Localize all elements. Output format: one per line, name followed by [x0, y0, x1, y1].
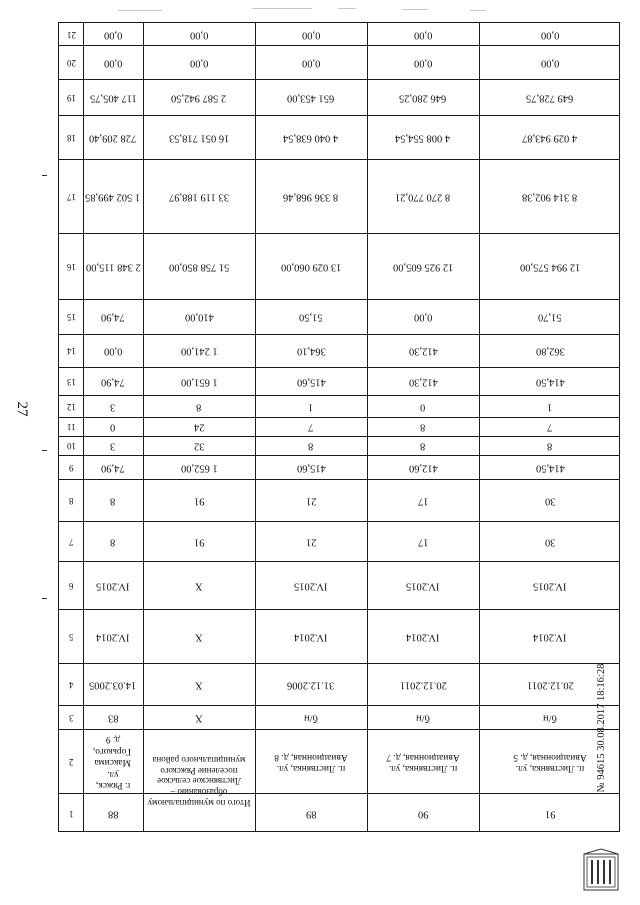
column-number	[59, 521, 83, 561]
table-cell	[367, 609, 479, 663]
column-number-text: 2	[68, 756, 74, 767]
table-cell-text: 13 029 060,00	[280, 261, 342, 273]
scan-artifact	[402, 9, 428, 10]
table-cell-text: IV.2014	[406, 631, 440, 643]
table-cell	[143, 395, 255, 417]
table-cell	[83, 45, 143, 79]
table-cell-text: 0,00	[301, 57, 321, 69]
table-cell	[255, 45, 367, 79]
table-cell-text: 0	[110, 421, 116, 433]
table-cell-text: 3	[110, 440, 116, 452]
table-cell	[143, 233, 255, 299]
table-cell	[255, 663, 367, 705]
column-number	[59, 45, 83, 79]
table-cell	[479, 417, 621, 436]
table-cell-text: 0,00	[103, 29, 123, 41]
column-number-text: 6	[68, 580, 74, 591]
table-cell-text: 728 209,40	[89, 132, 137, 144]
column-number	[59, 115, 83, 159]
column-number-text: 12	[66, 401, 76, 412]
table-cell-text: 1 651,00	[180, 376, 218, 388]
table-cell-text: 1 241,00	[180, 345, 218, 357]
total-label	[143, 729, 255, 833]
table-cell-text: 0,00	[189, 57, 209, 69]
address-cell-text: п. Листвянка, ул. Авиационная, д. 5	[513, 751, 587, 773]
row-id-text: 88	[107, 808, 119, 820]
registration-stamp	[582, 640, 620, 840]
column-number-text: 1	[68, 808, 74, 819]
pen-mark	[42, 175, 47, 176]
pen-mark	[42, 450, 47, 451]
table-cell	[255, 367, 367, 395]
table-cell	[83, 417, 143, 436]
table-cell-text: X	[195, 580, 203, 592]
table-cell-text: 74,90	[101, 311, 125, 323]
table-cell	[255, 561, 367, 609]
table-cell-text: 4 040 638,54	[283, 132, 339, 144]
table-cell-text: 7	[547, 421, 553, 433]
column-number	[59, 479, 83, 521]
table-cell-text: 8	[196, 401, 202, 413]
emblem-stamp-icon	[582, 848, 620, 894]
column-number-text: 11	[66, 422, 76, 432]
table-cell	[83, 367, 143, 395]
table-cell-text: 12 994 575,00	[519, 261, 581, 273]
table-cell-text: 651 453,00	[287, 92, 335, 104]
table-cell	[143, 479, 255, 521]
address-cell-text: г. Ряжск, ул. Максима Горького, д. 9	[92, 733, 131, 790]
table-cell	[143, 521, 255, 561]
table-cell	[479, 115, 621, 159]
table-cell	[479, 334, 621, 367]
table-cell-text: 8	[308, 440, 314, 452]
table-cell-text: 414,50	[535, 376, 565, 388]
table-cell-text: 20.12.2011	[399, 679, 447, 691]
table-cell-text: 4 029 943,87	[522, 132, 578, 144]
table-cell-text: 364,10	[296, 345, 326, 357]
table-cell	[479, 159, 621, 233]
table-cell	[367, 367, 479, 395]
table-cell-text: 20.12.2011	[526, 679, 574, 691]
table-cell	[255, 455, 367, 479]
table-cell-text: 0,00	[103, 57, 123, 69]
table-cell-text: 8	[547, 440, 553, 452]
row-id-text: 91	[544, 808, 556, 820]
table-cell	[83, 299, 143, 334]
table-cell-text: 91	[193, 536, 205, 548]
column-number	[59, 23, 83, 45]
table-cell-text: IV.2014	[96, 631, 130, 643]
table-cell	[479, 367, 621, 395]
table-cell-text: 412,60	[408, 462, 438, 474]
table-cell-text: 414,50	[535, 462, 565, 474]
table-cell-text: 1	[308, 401, 314, 413]
table-cell	[367, 455, 479, 479]
table-cell-text: 410,00	[184, 311, 214, 323]
table-cell-text: 0,00	[189, 29, 209, 41]
scan-artifact	[252, 8, 312, 9]
table-cell	[143, 115, 255, 159]
table-cell-text: 51,50	[299, 311, 323, 323]
column-number	[59, 159, 83, 233]
table-cell-text: 4 008 554,54	[395, 132, 451, 144]
table-cell	[367, 561, 479, 609]
column-number	[59, 417, 83, 436]
table-cell-text: X	[195, 712, 203, 724]
column-number	[59, 729, 83, 793]
table-cell	[479, 45, 621, 79]
table-cell	[479, 233, 621, 299]
table-cell-text: 0,00	[301, 29, 321, 41]
table-cell	[143, 367, 255, 395]
table-cell	[255, 159, 367, 233]
table-cell-text: IV.2015	[533, 580, 567, 592]
table-cell	[255, 436, 367, 455]
column-number	[59, 367, 83, 395]
column-number-text: 20	[66, 57, 76, 68]
table-cell	[367, 521, 479, 561]
table-cell-text: 412,30	[408, 376, 438, 388]
table-cell-text: 8	[110, 495, 116, 507]
table-cell-text: 0	[420, 401, 426, 413]
table-cell-text: 2 348 115,00	[85, 261, 141, 273]
table-cell	[83, 395, 143, 417]
table-cell-text: 0,00	[413, 29, 433, 41]
column-number-text: 15	[66, 312, 76, 322]
table-cell-text: IV.2014	[294, 631, 328, 643]
table-cell-text: 8 336 968,46	[283, 191, 339, 203]
table-cell-text: X	[195, 679, 203, 691]
table-cell-text: IV.2015	[406, 580, 440, 592]
table-cell-text: 74,90	[101, 376, 125, 388]
column-number-text: 13	[66, 376, 76, 387]
table-cell	[367, 705, 479, 729]
table-cell	[255, 609, 367, 663]
table-cell	[83, 479, 143, 521]
table-cell	[83, 79, 143, 115]
table-cell-text: 3	[110, 401, 116, 413]
table-cell-text: 0,00	[540, 57, 560, 69]
table-cell-text: 51 758 850,00	[168, 261, 230, 273]
table-cell-text: IV.2014	[533, 631, 567, 643]
table-cell	[367, 23, 479, 45]
column-number-text: 7	[68, 536, 74, 547]
table-cell	[255, 479, 367, 521]
address-cell	[83, 729, 143, 793]
table-cell-text: б/н	[416, 712, 430, 724]
table-cell-text: 24	[193, 421, 205, 433]
column-number	[59, 705, 83, 729]
table-cell-text: 1	[547, 401, 553, 413]
table-cell-text: 8 270 770,21	[395, 191, 451, 203]
pen-mark	[42, 598, 47, 599]
table-cell-text: 7	[308, 421, 314, 433]
table-cell	[143, 334, 255, 367]
table-cell	[83, 115, 143, 159]
table-cell	[367, 334, 479, 367]
table-cell	[83, 436, 143, 455]
column-number	[59, 455, 83, 479]
registration-number: № 94615 30.08.2017 18:16:28	[596, 663, 607, 793]
table-cell	[367, 436, 479, 455]
row-id	[255, 793, 367, 833]
table-cell	[143, 561, 255, 609]
address-cell-text: п. Листвянка, ул. Авиационная, д. 7	[386, 751, 460, 773]
table-cell	[143, 436, 255, 455]
table-cell-text: 14.03.2005	[89, 679, 137, 691]
table-cell	[367, 79, 479, 115]
table-cell	[479, 455, 621, 479]
table-cell-text: 30	[544, 536, 556, 548]
page-number: 27	[14, 401, 30, 417]
table-cell	[83, 663, 143, 705]
scan-artifact	[118, 10, 162, 11]
table-cell-text: б/н	[304, 712, 318, 724]
table-cell-text: 8	[420, 440, 426, 452]
table-cell-text: 1 652,00	[180, 462, 218, 474]
column-number	[59, 233, 83, 299]
table-cell-text: 0,00	[413, 311, 433, 323]
table-cell-text: 117 405,75	[89, 92, 137, 104]
table-cell	[479, 299, 621, 334]
table-cell	[83, 334, 143, 367]
table-cell-text: 8	[420, 421, 426, 433]
table-cell-text: 0,00	[103, 345, 123, 357]
table-cell	[255, 395, 367, 417]
table-cell	[143, 417, 255, 436]
column-number	[59, 561, 83, 609]
table-cell	[143, 45, 255, 79]
table-cell-text: 8	[110, 536, 116, 548]
row-id-text: 89	[305, 808, 317, 820]
table-cell-text: б/н	[543, 712, 557, 724]
table-cell-text: 17	[417, 495, 429, 507]
table-cell	[479, 561, 621, 609]
table-cell	[143, 79, 255, 115]
column-number-text: 17	[66, 191, 76, 202]
table-cell	[255, 79, 367, 115]
table-cell-text: IV.2015	[294, 580, 328, 592]
table-cell-text: 31.12.2006	[287, 679, 335, 691]
table-cell	[143, 299, 255, 334]
table-cell-text: 74,90	[101, 462, 125, 474]
column-number	[59, 436, 83, 455]
table-cell-text: 1 502 499,85	[85, 191, 141, 203]
column-number	[59, 609, 83, 663]
table-cell-text: 16 051 718,53	[168, 132, 230, 144]
table-cell	[479, 23, 621, 45]
table-cell-text: 362,80	[535, 345, 565, 357]
column-number-text: 19	[66, 92, 76, 103]
table-cell	[479, 479, 621, 521]
table-cell	[255, 521, 367, 561]
table-cell-text: 646 280,25	[399, 92, 447, 104]
table-cell-text: 2 587 942,50	[171, 92, 227, 104]
column-number-text: 16	[66, 261, 76, 272]
table-cell-text: 21	[305, 536, 317, 548]
table-cell	[479, 521, 621, 561]
column-number	[59, 663, 83, 705]
table-cell	[479, 79, 621, 115]
column-number-text: 18	[66, 132, 76, 143]
row-id-text: 90	[417, 808, 429, 820]
table-cell-text: 30	[544, 495, 556, 507]
table-cell-text: 91	[193, 495, 205, 507]
table-cell	[83, 561, 143, 609]
table-cell	[255, 115, 367, 159]
table-cell	[255, 299, 367, 334]
table-cell	[143, 609, 255, 663]
column-number	[59, 793, 83, 833]
table-cell	[143, 159, 255, 233]
total-label-text: Итого по муниципальному образованию – Листвянское сельское поселение Ряжского муниципального района	[147, 754, 251, 808]
column-number	[59, 334, 83, 367]
table-cell-text: 83	[107, 712, 119, 724]
table-cell	[367, 45, 479, 79]
row-id	[83, 793, 143, 833]
table-cell	[255, 23, 367, 45]
table-cell-text: X	[195, 631, 203, 643]
column-number-text: 4	[68, 679, 74, 690]
table-cell	[83, 455, 143, 479]
row-id	[367, 793, 479, 833]
table-cell-text: 649 728,75	[526, 92, 574, 104]
column-number-text: 14	[66, 346, 76, 356]
table-cell	[143, 663, 255, 705]
table-cell-text: 415,60	[296, 376, 326, 388]
column-number	[59, 79, 83, 115]
table-cell	[83, 23, 143, 45]
table-cell	[255, 417, 367, 436]
table-cell	[367, 159, 479, 233]
table-cell	[143, 455, 255, 479]
table-cell-text: 17	[417, 536, 429, 548]
table-cell	[479, 395, 621, 417]
table-cell	[83, 521, 143, 561]
table-cell	[367, 663, 479, 705]
table-cell	[83, 159, 143, 233]
table-cell-text: 33 119 188,97	[169, 191, 229, 203]
table-cell	[367, 233, 479, 299]
scan-artifact	[338, 8, 356, 9]
table-cell-text: 21	[305, 495, 317, 507]
table-cell-text: 0,00	[540, 29, 560, 41]
table-cell	[255, 705, 367, 729]
table-cell-text: IV.2015	[96, 580, 130, 592]
column-number-text: 21	[66, 29, 76, 40]
table-cell	[83, 609, 143, 663]
table-cell	[367, 299, 479, 334]
table-cell	[143, 23, 255, 45]
table-cell-text: 412,30	[408, 345, 438, 357]
address-cell	[255, 729, 367, 793]
table-cell-text: 0,00	[413, 57, 433, 69]
column-number-text: 10	[66, 441, 76, 451]
table-cell	[367, 417, 479, 436]
table-cell	[83, 233, 143, 299]
table-cell-text: 8 314 902,38	[522, 191, 578, 203]
address-cell-text: п. Листвянка, ул. Авиационная, д. 8	[274, 751, 348, 773]
table-cell	[367, 479, 479, 521]
table-cell-text: 51,70	[538, 311, 562, 323]
column-number-text: 5	[68, 631, 74, 642]
column-number-text: 3	[68, 712, 74, 723]
table-cell-text: 12 925 605,00	[392, 261, 454, 273]
table-cell	[367, 115, 479, 159]
table-cell	[367, 395, 479, 417]
table-cell-text: 32	[193, 440, 205, 452]
column-number-text: 9	[68, 462, 74, 473]
address-cell	[367, 729, 479, 793]
table-cell	[83, 705, 143, 729]
table-cell-text: 415,60	[296, 462, 326, 474]
table-cell	[479, 436, 621, 455]
table-cell	[143, 705, 255, 729]
column-number	[59, 299, 83, 334]
table-cell	[255, 233, 367, 299]
data-table	[58, 22, 620, 832]
scan-artifact	[470, 10, 486, 11]
table-cell	[255, 334, 367, 367]
column-number-text: 8	[68, 495, 74, 506]
column-number	[59, 395, 83, 417]
